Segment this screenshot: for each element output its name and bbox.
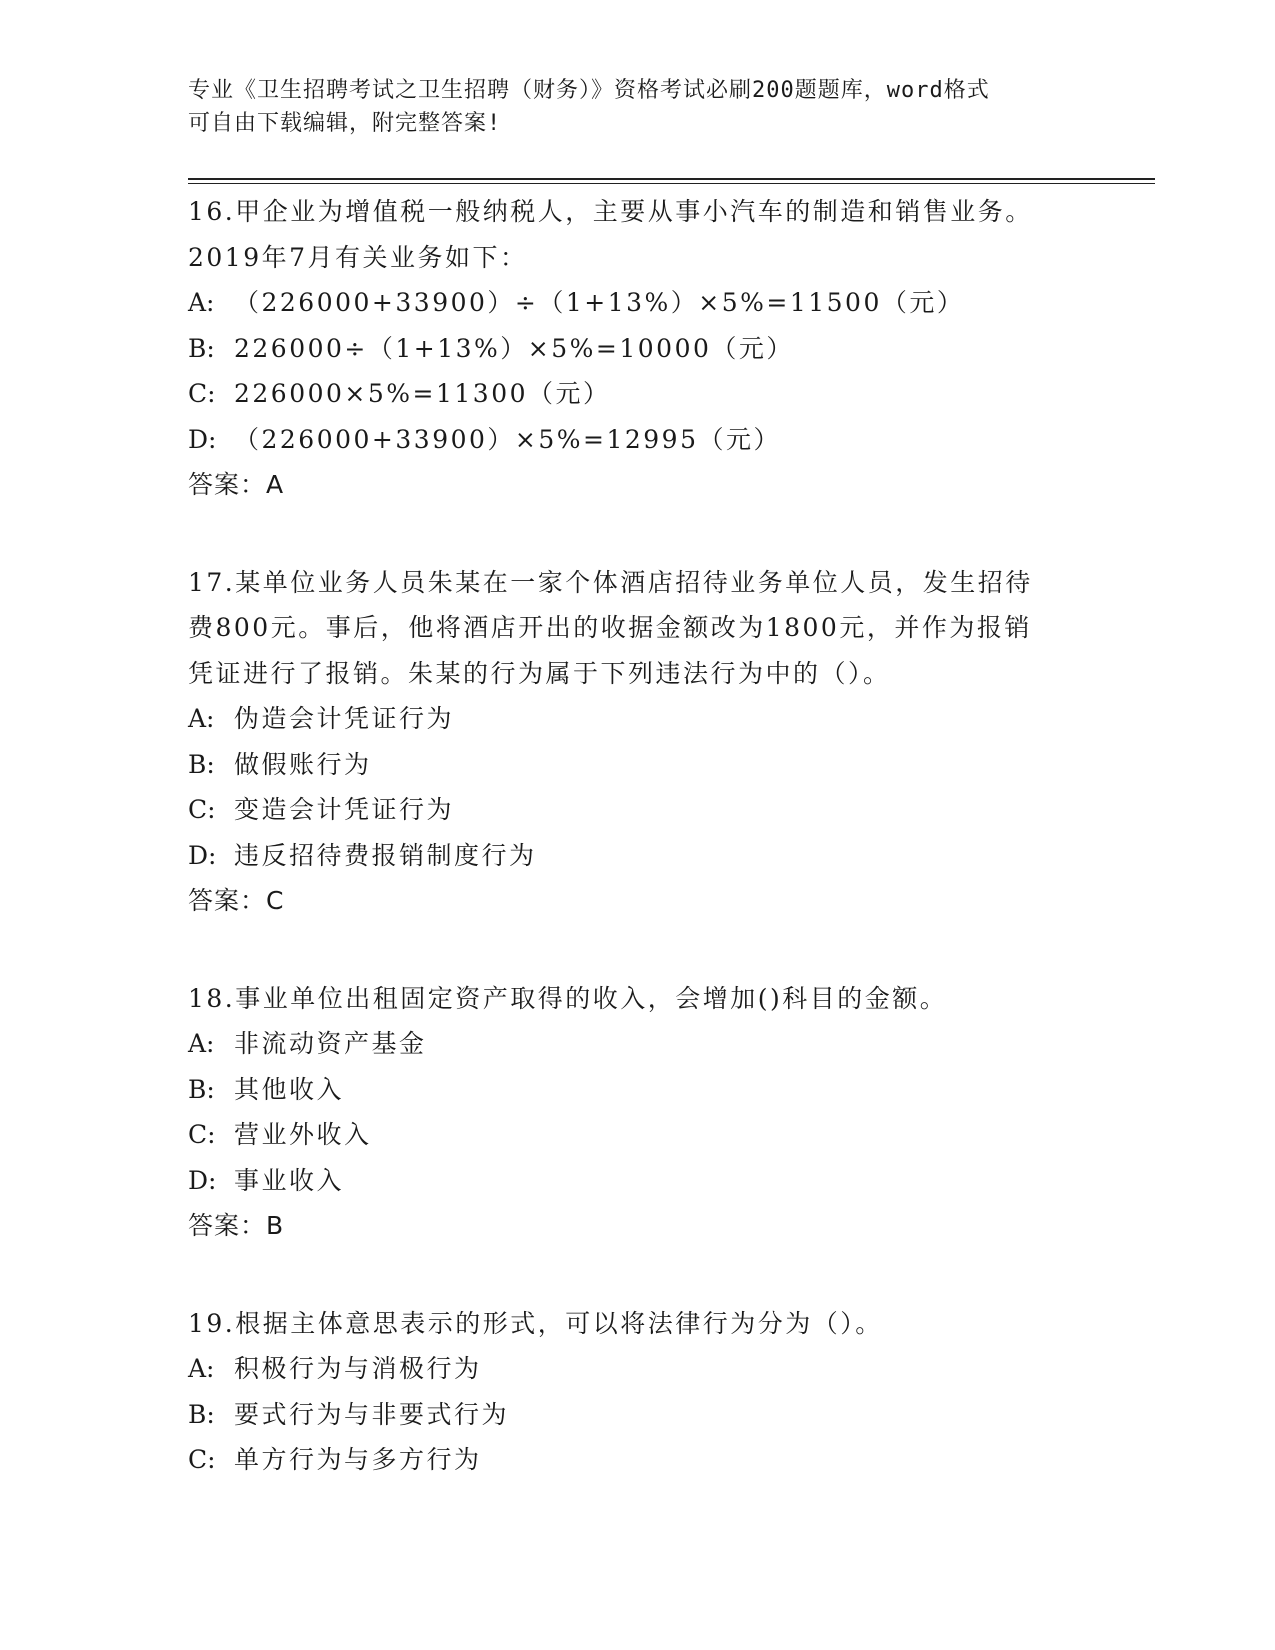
option-letter: A: [188,704,215,733]
question-stem-line: 凭证进行了报销。朱某的行为属于下列违法行为中的（）。 [188,658,891,688]
option-letter: C: [188,795,216,824]
option-text: 变造会计凭证行为 [234,795,455,824]
option-letter: D: [188,1165,217,1195]
option-d [188,833,1148,879]
question-stem-line: 2019年7月有关业务如下： [188,242,528,272]
option-letter: C: [188,1120,216,1149]
option-text: （226000+33900）×5%=12995（元） [234,424,781,454]
option-letter: B: [188,749,215,779]
option-letter: B: [188,1399,215,1429]
answer-label: 答案：A [188,470,285,499]
question-stem-line: 16.甲企业为增值税一般纳税人，主要从事小汽车的制造和销售业务。 [188,197,1033,226]
option-letter: A: [188,1029,215,1058]
document-header [188,74,1088,140]
option-text: 伪造会计凭证行为 [234,704,455,733]
option-text: 226000÷（1+13%）×5%=10000（元） [234,333,794,363]
option-text: 非流动资产基金 [234,1029,427,1058]
option-text: 其他收入 [234,1074,345,1104]
option-text: 单方行为与多方行为 [234,1445,482,1474]
question-stem-line: 17.某单位业务人员朱某在一家个体酒店招待业务单位人员，发生招待 [188,567,1033,597]
option-c [188,787,1148,833]
option-letter: C: [188,1445,216,1474]
header-title-line-2: 可自由下载编辑，附完整答案! [188,111,502,136]
option-b [188,1392,1148,1438]
option-text: （226000+33900）÷（1+13%）×5%=11500（元） [234,288,965,317]
question-stem-line: 18.事业单位出租固定资产取得的收入，会增加()科目的金额。 [188,983,948,1013]
option-a [188,1346,1148,1392]
option-text: 要式行为与非要式行为 [234,1399,510,1429]
option-b [188,1067,1148,1113]
question-18 [188,976,1148,1249]
header-divider-thick [188,178,1155,180]
option-letter: D: [188,840,217,870]
option-a [188,280,1148,326]
option-b [188,326,1148,372]
option-text: 违反招待费报销制度行为 [234,840,537,870]
option-letter: C: [188,379,216,408]
option-d [188,417,1148,463]
option-a [188,1021,1148,1067]
question-17 [188,560,1148,924]
answer-label: 答案：C [188,886,285,915]
option-c [188,1437,1148,1483]
option-text: 事业收入 [234,1165,345,1195]
question-16 [188,189,1148,508]
answer-label: 答案：B [188,1211,285,1240]
header-divider-thin [188,183,1155,184]
option-text: 营业外收入 [234,1120,372,1149]
option-b [188,742,1148,788]
option-d [188,1158,1148,1204]
option-c [188,1112,1148,1158]
option-letter: B: [188,333,215,363]
option-text: 积极行为与消极行为 [234,1354,482,1383]
header-title-line-1: 专业《卫生招聘考试之卫生招聘（财务）》资格考试必刷200题题库，word格式 [188,78,990,103]
option-c [188,371,1148,417]
option-text: 226000×5%=11300（元） [234,379,611,408]
option-letter: A: [188,288,215,317]
option-letter: B: [188,1074,215,1104]
option-text: 做假账行为 [234,749,372,779]
question-stem-line: 费800元。事后，他将酒店开出的收据金额改为1800元，并作为报销 [188,613,1032,642]
question-stem-line: 19.根据主体意思表示的形式，可以将法律行为分为（）。 [188,1308,883,1338]
option-letter: D: [188,424,217,454]
question-list [188,189,1148,1535]
option-letter: A: [188,1354,215,1383]
option-a [188,696,1148,742]
question-19 [188,1301,1148,1483]
